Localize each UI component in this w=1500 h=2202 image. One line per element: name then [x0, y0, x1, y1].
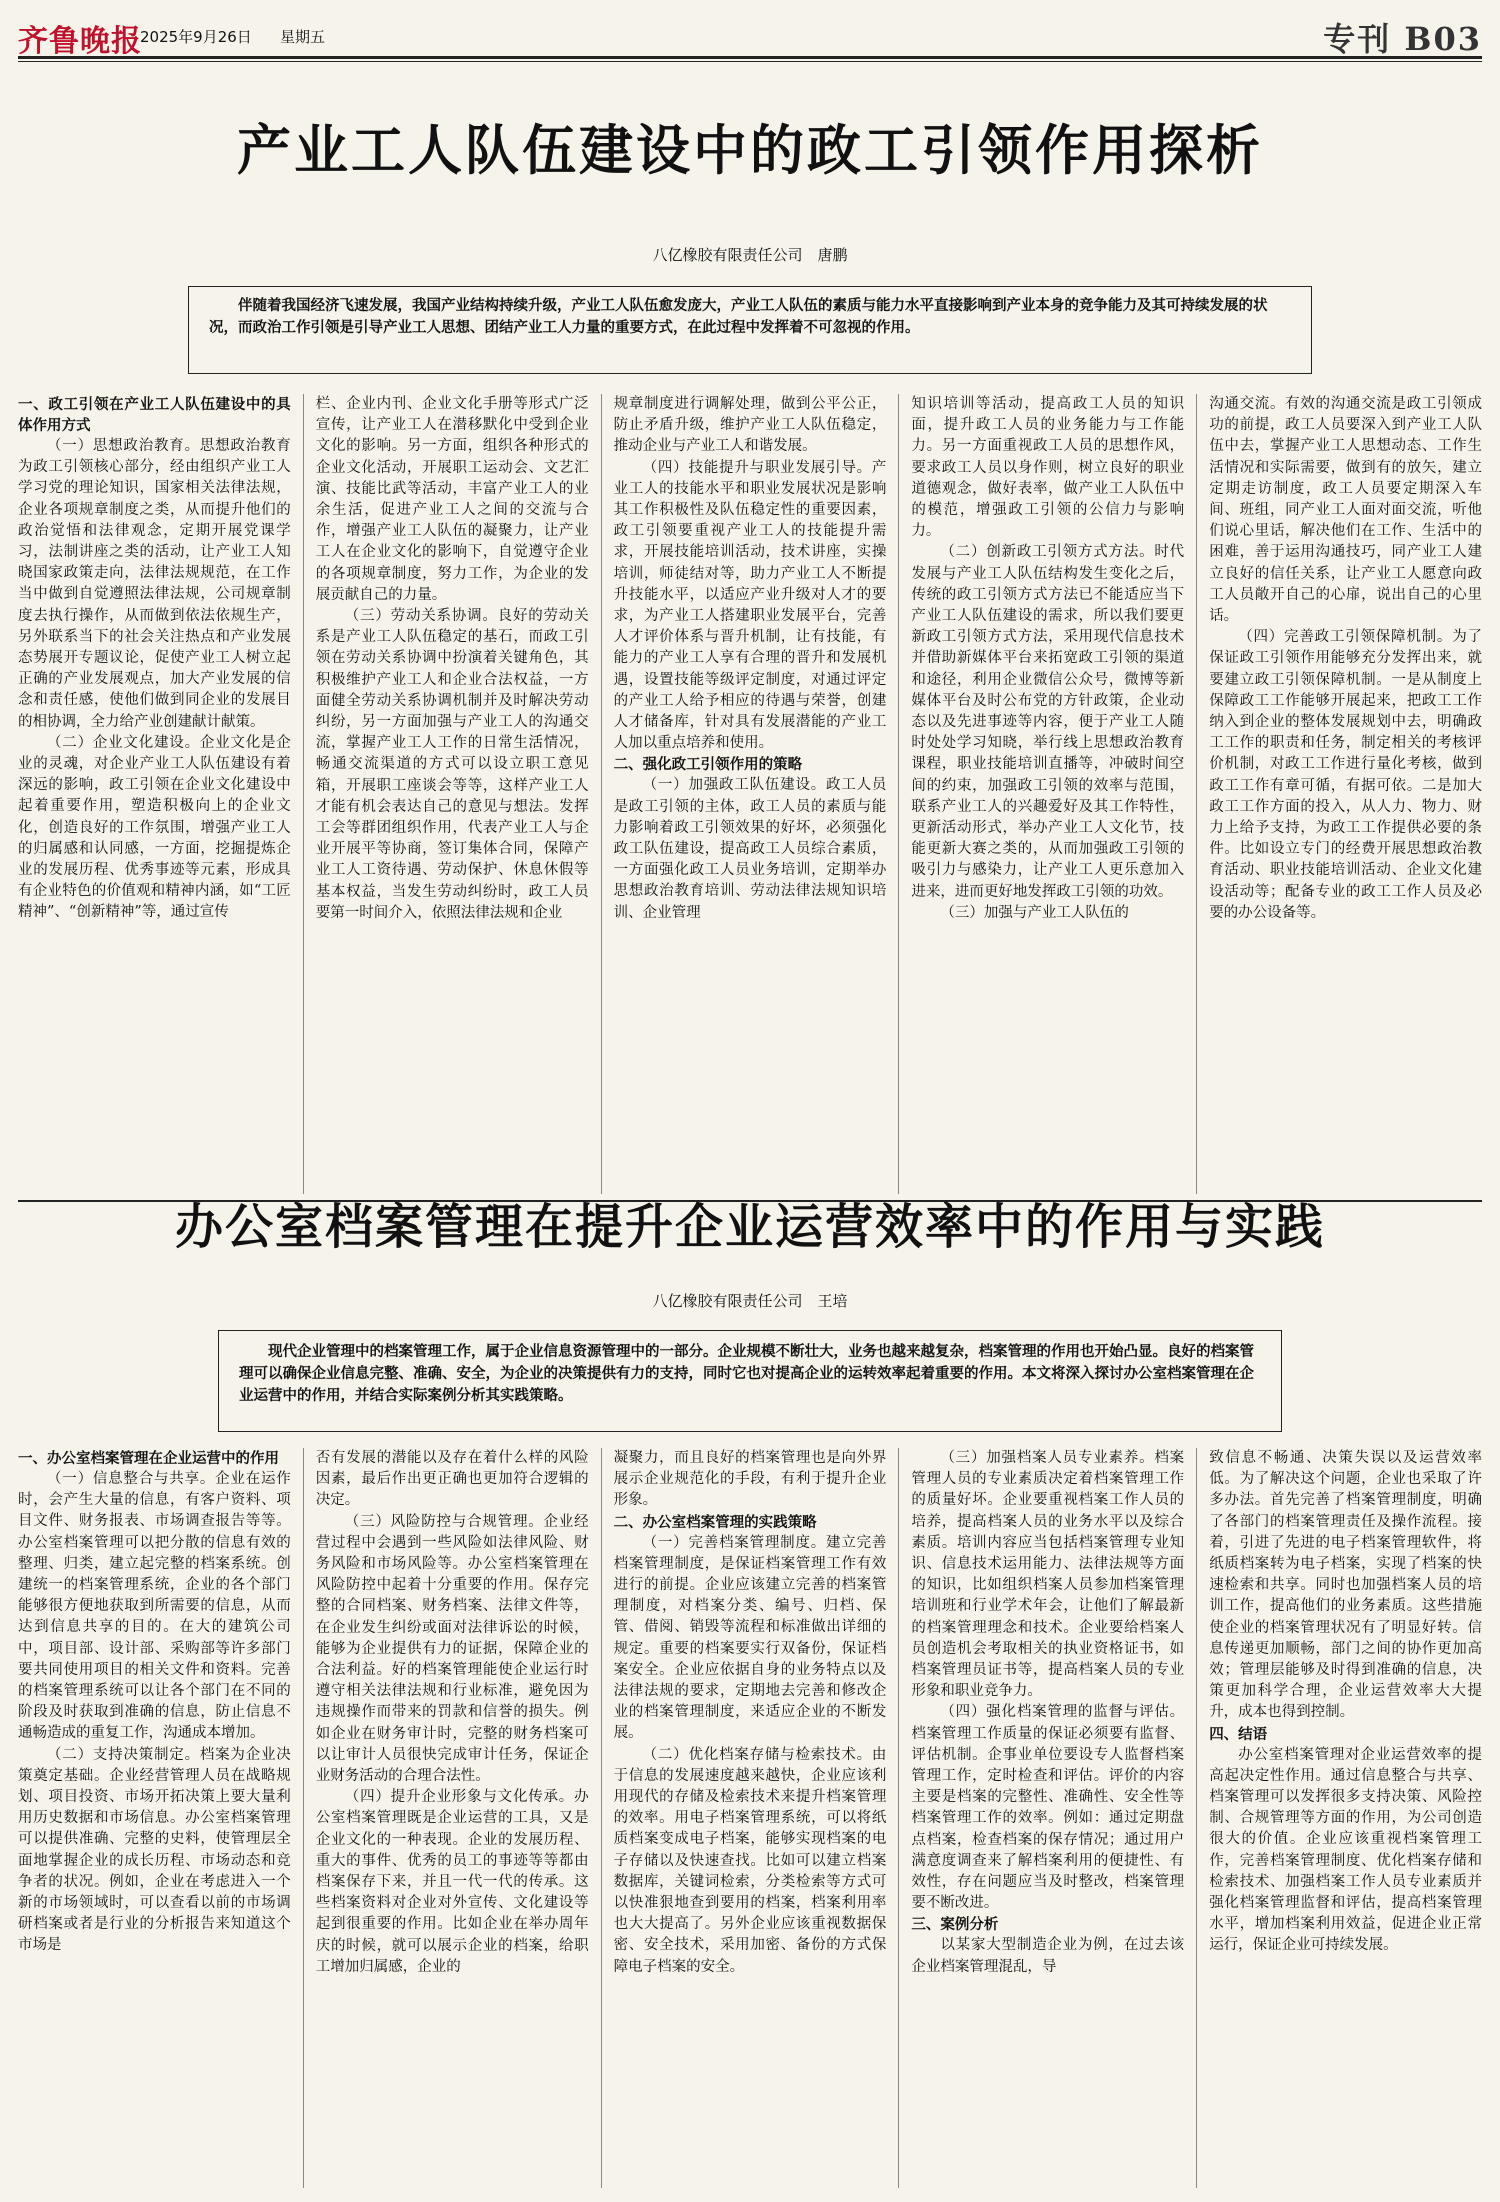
body-paragraph: （四）提升企业形象与文化传承。办公室档案管理既是企业运营的工具，又是企业文化的一种表现。企业的发展历程、重大的事件、优秀的员工的事迹等等都由档案保存下来，并且一代一代的传承。这些档案资料对企业对外宣传、文化建设等起到很重要的作用。比如企业在举办周年庆的时候，就可以展示企业的档案，给职工增加归属感，企业的 — [315, 1789, 589, 1975]
section-heading: 一、办公室档案管理在企业运营中的作用 — [18, 1450, 279, 1467]
article1-byline: 八亿橡胶有限责任公司 唐鹏 — [652, 246, 848, 264]
column-separator — [601, 394, 602, 1194]
section-label: 专刊 B03 — [1323, 20, 1482, 58]
body-paragraph: （三）劳动关系协调。良好的劳动关系是产业工人队伍稳定的基石，而政工引领在劳动关系协调中扮演着关键角色，其积极维护产业工人和企业合法权益，一方面健全劳动关系协调机制并及时解决劳动纠纷，另一方面加强与产业工人的沟通交流，掌握产业工人工作的日常生活情况，畅通交流渠道的方式可以设立职工意见箱，开展职工座谈会等等，这样产业工人才能有机会表达自己的意见与想法。发挥工会等群团组织作用，代表产业工人与企业开展平等协商，签订集体合同，保障产业工人工资待遇、劳动保护、休息休假等基本权益，当发生劳动纠纷时，政工人员要第一时间介入，依照法律法规和企业 — [315, 608, 589, 921]
newspaper-logo: 齐鲁晚报 — [18, 24, 142, 59]
body-paragraph: （四）技能提升与职业发展引导。产业工人的技能水平和职业发展状况是影响其工作积极性及队伍稳定性的重要因素，政工引领要重视产业工人的技能提升需求，开展技能培训活动，技术讲座，实操培训，师徒结对等，助力产业工人不断提升技能水平，以适应产业升级对人才的要求，为产业工人搭建职业发展平台，完善人才评价体系与晋升机制，让有技能，有能力的产业工人享有合理的晋升和发展机遇，设置技能等级评定制度，对通过评定的产业工人给予相应的待遇与荣誉，创建人才储备库，针对具有发展潜能的产业工人加以重点培养和使用。 — [613, 459, 887, 752]
body-paragraph: 办公室档案管理对企业运营效率的提高起决定性作用。通过信息整合与共享、档案管理可以发挥很多支持决策、风险控制、合规管理等方面的作用，为公司创造很大的价值。企业应该重视档案管理工作，完善档案管理制度、优化档案存储和检索技术、加强档案工作人员专业素质并强化档案管理监督和评估，提高档案管理水平，增加档案利用效益，促进企业正常运行，保证企业可持续发展。 — [1209, 1746, 1482, 1954]
column-separator — [303, 394, 304, 1194]
body-paragraph: 以某家大型制造企业为例，在过去该企业档案管理混乱，导 — [911, 1937, 1185, 1975]
article1-abstract — [188, 286, 1312, 374]
masthead-rule-thin — [18, 61, 1482, 62]
article2-title: 办公室档案管理在提升企业运营效率中的作用与实践 — [174, 1199, 1325, 1255]
article2-column — [911, 1448, 1184, 2188]
column-separator — [601, 1448, 602, 2188]
body-paragraph: （一）加强政工队伍建设。政工人员是政工引领的主体，政工人员的素质与能力影响着政工引领效果的好坏，必须强化政工队伍建设，提高政工人员综合素质，一方面强化政工人员业务培训，定期举办思想政治教育培训、劳动法律法规知识培训、企业管理 — [613, 777, 887, 921]
body-paragraph: 知识培训等活动，提高政工人员的知识面，提升政工人员的业务能力与工作能力。另一方面重视政工人员的思想作风，要求政工人员以身作则，树立良好的职业道德观念，做好表率，做产业工人队伍中的模范，增强政工引领的公信力与影响力。 — [911, 396, 1185, 540]
body-paragraph: （一）完善档案管理制度。建立完善档案管理制度，是保证档案管理工作有效进行的前提。企业应该建立完善的档案管理制度，对档案分类、编号、归档、保管、借阅、销毁等流程和标准做出详细的规定。重要的档案要实行双备份，保证档案安全。企业应依据自身的业务特点以及法律法规的要求，定期地去完善和修改企业的档案管理制度，来适应企业的不断发展。 — [613, 1534, 887, 1742]
body-paragraph: （一）思想政治教育。思想政治教育为政工引领核心部分，经由组织产业工人学习党的理论知识，国家相关法律法规，企业各项规章制度之类，从而提升他们的政治觉悟和法律观念，定期开展党课学习，法制讲座之类的活动，让产业工人知晓国家政策走向，法律法规规范，在工作当中做到自觉遵照法律法规，公司规章制度去执行操作，从而做到依法依规生产，另外联系当下的社会关注热点和产业发展态势展开专题议论，促使产业工人树立起正确的产业发展观点，加大产业发展的信念和责任感，使他们做到同企业的发展目的相协调，全力给产业创建献计献策。 — [18, 438, 291, 730]
column-separator — [1196, 394, 1197, 1194]
body-paragraph: （二）支持决策制定。档案为企业决策奠定基础。企业经营管理人员在战略规划、项目投资、市场开拓决策上要大量利用历史数据和市场信息。办公室档案管理可以提供准确、完整的史料，使管理层全面地掌握企业的成长历程、市场动态和竞争者的状况。例如，企业在考虑进入一个新的市场领域时，可以查看以前的市场调研档案或者是行业的分析报告来知道这个市场是 — [18, 1746, 291, 1954]
issue-date: 2025年9月26日 — [140, 28, 252, 46]
body-paragraph: 沟通交流。有效的沟通交流是政工引领成功的前提，政工人员要深入到产业工人队伍中去，掌握产业工人思想动态、工作生活情况和实际需要，做到有的放矢，建立定期走访制度，政工人员要定期深入车间、班组，同产业工人面对面交流，听他们说心里话，解决他们在工作、生活中的困难，善于运用沟通技巧，同产业工人建立良好的信任关系，让产业工人愿意向政工人员敞开自己的心扉，说出自己的心里话。 — [1209, 396, 1482, 625]
column-separator — [898, 394, 899, 1194]
article1-abstract-text: 伴随着我国经济飞速发展，我国产业结构持续升级，产业工人队伍愈发庞大，产业工人队伍的素质与能力水平直接影响到产业本身的竞争能力及其可持续发展的状况，而政治工作引领是引导产业工人思想、团结产业工人力量的重要方式，在此过程中发挥着不可忽视的作用。 — [209, 297, 1268, 336]
article2-abstract-text: 现代企业管理中的档案管理工作，属于企业信息资源管理中的一部分。企业规模不断壮大，业务也越来越复杂，档案管理的作用也开始凸显。良好的档案管理可以确保企业信息完整、准确、安全，为企业的决策提供有力的支持，同时它也对提高企业的运转效率起着重要的作用。本文将深入探讨办公室档案管理在企业运营中的作用，并结合实际案例分析其实践策略。 — [239, 1343, 1254, 1404]
column-separator — [898, 1448, 899, 2188]
body-paragraph: （二）企业文化建设。企业文化是企业的灵魂，对企业产业工人队伍建设有着深远的影响，政工引领在企业文化建设中起着重要作用，塑造积极向上的企业文化，创造良好的工作氛围，增强产业工人的归属感和认同感，一方面，挖掘提炼企业的发展历程、优秀事迹等元素，形成具有企业特色的价值观和精神内涵，如“工匠精神”、“创新精神”等，通过宣传 — [18, 734, 291, 921]
article2-abstract — [218, 1330, 1282, 1432]
body-paragraph: 凝聚力，而且良好的档案管理也是向外界展示企业规范化的手段，有利于提升企业形象。 — [613, 1450, 887, 1509]
body-paragraph: （二）优化档案存储与检索技术。由于信息的发展速度越来越快，企业应该利用现代的存储及检索技术来提升档案管理的效率。用电子档案管理系统，可以将纸质档案变成电子档案，能够实现档案的电子存储以及快速查找。比如可以建立档案数据库，关键词检索，分类检索等方式可以快准狠地查到要用的档案，档案利用率也大大提高了。另外企业应该重视数据保密、安全技术，采用加密、备份的方式保障电子档案的安全。 — [613, 1746, 887, 1975]
body-paragraph: 否有发展的潜能以及存在着什么样的风险因素，最后作出更正确也更加符合逻辑的决定。 — [315, 1450, 589, 1509]
article2-byline: 八亿橡胶有限责任公司 王培 — [652, 1292, 848, 1310]
masthead-rule — [18, 56, 1482, 59]
column-separator — [303, 1448, 304, 2188]
body-paragraph: （三）风险防控与合规管理。企业经营过程中会遇到一些风险如法律风险、财务风险和市场风险等。办公室档案管理在风险防控中起着十分重要的作用。保存完整的合同档案、财务档案、法律文件等，在企业发生纠纷或面对法律诉讼的时候，能够为企业提供有力的证据，保障企业的合法利益。好的档案管理能使企业运行时遵守相关法律法规和行业标准，避免因为违规操作而带来的罚款和信誉的损失。例如企业在财务审计时，完整的财务档案可以让审计人员很快完成审计任务，保证企业财务活动的合理合法性。 — [315, 1513, 589, 1785]
article1-column — [614, 394, 887, 1194]
body-paragraph: （二）创新政工引领方式方法。时代发展与产业工人队伍结构发生变化之后，传统的政工引领方式方法已不能适应当下产业工人队伍建设的需求，所以我们要更新政工引领方式方法，采用现代信息技术并借助新媒体平台来拓宽政工引领的渠道和途径，利用企业微信公众号，微博等新媒体平台及时公布党的方针政策，企业动态以及先进事迹等内容，便于产业工人随时处处学习知晓，举行线上思想政治教育课程，职业技能培训直播等，冲破时间空间的约束，加强政工引领的效率与范围，联系产业工人的兴趣爱好及其工作特性，更新活动形式，举办产业工人文化节，技能更新大赛之类的，从而加强政工引领的吸引力与感染力，让产业工人更乐意加入进来，进而更好地发挥政工引领的功效。 — [911, 544, 1185, 900]
section-heading: 二、强化政工引领作用的策略 — [613, 756, 803, 774]
section-heading: 三、案例分析 — [911, 1916, 999, 1934]
article1-column — [911, 394, 1184, 1194]
body-paragraph: 致信息不畅通、决策失误以及运营效率低。为了解决这个问题，企业也采取了许多办法。首先完善了档案管理制度，明确了各部门的档案管理责任及操作流程。接着，引进了先进的电子档案管理软件，将纸质档案转为电子档案，实现了档案的快速检索和共享。同时也加强档案人员的培训工作，提高他们的业务素质。这些措施使企业的档案管理状况有了明显好转。信息传递更加顺畅，部门之间的协作更加高效；管理层能够及时得到准确的信息，决策更加科学合理，企业运营效率大大提升，成本也得到控制。 — [1209, 1450, 1482, 1721]
body-paragraph: （三）加强档案人员专业素养。档案管理人员的专业素质决定着档案管理工作的质量好坏。企业要重视档案工作人员的培养，提高档案人员的业务水平以及综合素质。培训内容应当包括档案管理专业知识、信息技术运用能力、法律法规等方面的知识，比如组织档案人员参加档案管理培训班和行业学术年会，让他们了解最新的档案管理理念和技术。企业要给档案人员创造机会考取相关的执业资格证书，如档案管理员证书等，提高档案人员的专业形象和职业竞争力。 — [911, 1450, 1185, 1700]
article1-column — [18, 394, 291, 1194]
article2-column — [614, 1448, 887, 2188]
article1-body — [18, 394, 1482, 1194]
article2-column — [1209, 1448, 1482, 2188]
body-paragraph: （四）完善政工引领保障机制。为了保证政工引领作用能够充分发挥出来，就要建立政工引领保障机制。一是从制度上保障政工工作能够开展起来，把政工工作纳入到企业的整体发展规划中去，明确政工工作的职责和任务，制定相关的考核评价机制，对政工工作进行量化考核，做到政工工作有章可循，有据可依。二是加大政工工作方面的投入，从人力、物力、财力上给予支持，为政工工作提供必要的条件。比如设立专门的经费开展思想政治教育活动、职业技能培训活动、企业文化建设活动等；配备专业的政工工作人员及必要的办公设备等。 — [1209, 629, 1482, 921]
body-paragraph: （四）强化档案管理的监督与评估。档案管理工作质量的保证必须要有监督、评估机制。企事业单位要设专人监督档案管理工作，定时检查和评估。评价的内容主要是档案的完整性、准确性、安全性等档案管理工作的效率。例如：通过定期盘点档案，检查档案的保存情况；通过用户满意度调查来了解档案利用的便捷性、有效性，存在问题应当及时整改，档案管理要不断改进。 — [911, 1704, 1185, 1912]
section-heading: 四、结语 — [1209, 1725, 1268, 1743]
body-paragraph: 规章制度进行调解处理，做到公平公正，防止矛盾升级，维护产业工人队伍稳定，推动企业与产业工人和谐发展。 — [613, 396, 887, 455]
article2-column — [18, 1448, 291, 2188]
article1-column — [1209, 394, 1482, 1194]
column-separator — [1196, 1448, 1197, 2188]
article2-column — [316, 1448, 589, 2188]
body-paragraph: （一）信息整合与共享。企业在运作时，会产生大量的信息，有客户资料、项目文件、财务报表、市场调查报告等等。办公室档案管理可以把分散的信息有效的整理、归类，建立起完整的档案系统。创建统一的档案管理系统，企业的各个部门能够很方便地获取到所需要的信息，从而达到信息共享的目的。在大的建筑公司中，项目部、设计部、采购部等许多部门要共同使用项目的相关文件和资料。完善的档案管理系统可以让各个部门在不同的阶段及时获取到准确的信息，防止信息不通畅造成的重复工作，沟通成本增加。 — [18, 1471, 291, 1742]
body-paragraph: （三）加强与产业工人队伍的 — [940, 904, 1129, 921]
article1-column — [316, 394, 589, 1194]
masthead — [18, 14, 1482, 59]
article1-title: 产业工人队伍建设中的政工引领作用探析 — [237, 118, 1263, 182]
section-heading: 一、政工引领在产业工人队伍建设中的具体作用方式 — [18, 396, 291, 434]
article2-body — [18, 1448, 1482, 2188]
section-heading: 二、办公室档案管理的实践策略 — [613, 1513, 817, 1531]
body-paragraph: 栏、企业内刊、企业文化手册等形式广泛宣传，让产业工人在潜移默化中受到企业文化的影响。另一方面，组织各种形式的企业文化活动，开展职工运动会、文艺汇演、技能比武等活动，丰富产业工人的业余生活，促进产业工人之间的交流与合作，增强产业工人队伍的凝聚力，让产业工人在企业文化的影响下，自觉遵守企业的各项规章制度，努力工作，为企业的发展贡献自己的力量。 — [315, 396, 589, 603]
issue-weekday: 星期五 — [280, 28, 326, 46]
